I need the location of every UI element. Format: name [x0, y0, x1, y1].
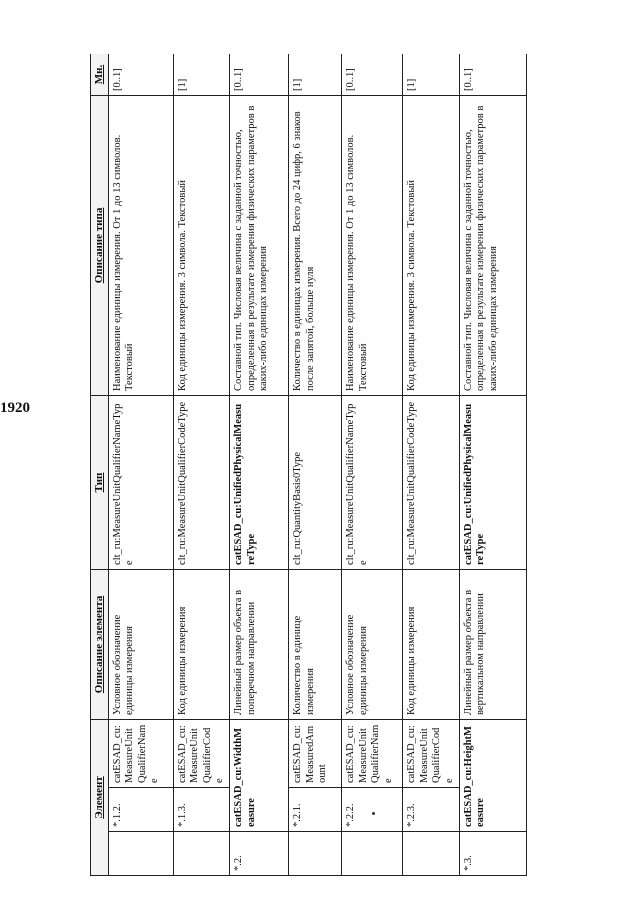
cell-sub: *.1.2.	[108, 788, 173, 832]
cell-sub: *.2.1.	[289, 788, 342, 832]
cell-type: clt_ru:MeasureUnitQualifierNameType	[108, 395, 173, 569]
cell-desc: Код единицы измерения	[173, 569, 230, 719]
cell-num: *.2.	[230, 832, 289, 876]
cell-type: catESAD_cu:UnifiedPhysicalMeasureType	[230, 395, 289, 569]
cell-name: catESAD_cu:MeasuredAmount	[289, 719, 342, 787]
cell-num	[342, 832, 403, 876]
cell-num	[108, 832, 173, 876]
cell-name: catESAD_cu:MeasureUnitQualifierCode	[403, 719, 460, 787]
cell-sub: *.2.2.	[342, 788, 403, 832]
header-type: Тип	[91, 395, 109, 569]
cell-type: clt_ru:MeasureUnitQualifierNameType	[342, 395, 403, 569]
cell-type-desc: Составной тип. Числовая величина с заданной точностью, определенная в результате измерения физических параметров в каких-либо единицах измерения	[459, 95, 526, 395]
table-row	[459, 54, 526, 876]
cell-type-desc: Наименование единицы измерения. От 1 до 13 символов. Текстовый	[108, 95, 173, 395]
cell-mult: [0..1]	[459, 54, 526, 95]
cell-type-desc: Код единицы измерения. 3 символа. Текстовый	[403, 95, 460, 395]
cell-num: *.3.	[459, 832, 526, 876]
cell-name: catESAD_cu:MeasureUnitQualifierName	[108, 719, 173, 787]
cell-mult: [0..1]	[230, 54, 289, 95]
table-row	[108, 54, 173, 876]
element-table	[90, 54, 527, 876]
header-type-description: Описание типа	[91, 95, 109, 395]
table-row	[403, 54, 460, 876]
cell-mult: [0..1]	[342, 54, 403, 95]
table-row	[173, 54, 230, 876]
table-row	[230, 54, 289, 876]
table-header-row	[91, 54, 109, 876]
page-number: 1920	[0, 400, 30, 416]
cell-type-desc: Код единицы измерения. 3 символа. Текстовый	[173, 95, 230, 395]
cell-type-desc: Наименование единицы измерения. От 1 до 13 символов. Текстовый	[342, 95, 403, 395]
cell-mult: [1]	[403, 54, 460, 95]
cell-type: clt_ru:MeasureUnitQualifierCodeType	[173, 395, 230, 569]
cell-type-desc: Составной тип. Числовая величина с заданной точностью, определенная в результате измерения физических параметров в каких-либо единицах измерения	[230, 95, 289, 395]
header-multiplicity: Мн.	[91, 54, 109, 95]
cell-desc: Линейный размер объекта в вертикальном направлении	[459, 569, 526, 719]
document-page	[90, 54, 632, 876]
cell-sub: *.2.3.	[403, 788, 460, 832]
cell-name: catESAD_cu:HeightMeasure	[459, 719, 526, 831]
cell-type: catESAD_cu:UnifiedPhysicalMeasureType	[459, 395, 526, 569]
table-row	[289, 54, 342, 876]
cell-num	[173, 832, 230, 876]
stray-dot	[372, 812, 375, 815]
cell-desc: Линейный размер объекта в поперечном направлении	[230, 569, 289, 719]
cell-mult: [1]	[173, 54, 230, 95]
cell-type-desc: Количество в единицах измерения. Всего до 24 цифр, 6 знаков после запятой, больше нуля	[289, 95, 342, 395]
cell-desc: Количество в единице измерения	[289, 569, 342, 719]
header-element: Элемент	[91, 719, 109, 875]
header-description: Описание элемента	[91, 569, 109, 719]
cell-name: catESAD_cu:MeasureUnitQualifierCode	[173, 719, 230, 787]
cell-type: clt_ru:QuantityBasis0Type	[289, 395, 342, 569]
cell-mult: [0..1]	[108, 54, 173, 95]
cell-name: catESAD_cu:WidthMeasure	[230, 719, 289, 831]
cell-num	[289, 832, 342, 876]
cell-type: clt_ru:MeasureUnitQualifierCodeType	[403, 395, 460, 569]
cell-sub: *.1.3.	[173, 788, 230, 832]
rotated-table-wrapper	[90, 54, 632, 876]
cell-desc: Условное обозначение единицы измерения	[342, 569, 403, 719]
cell-name: catESAD_cu:MeasureUnitQualifierName	[342, 719, 403, 787]
cell-desc: Условное обозначение единицы измерения	[108, 569, 173, 719]
cell-num	[403, 832, 460, 876]
table-row	[342, 54, 403, 876]
cell-desc: Код единицы измерения	[403, 569, 460, 719]
cell-mult: [1]	[289, 54, 342, 95]
